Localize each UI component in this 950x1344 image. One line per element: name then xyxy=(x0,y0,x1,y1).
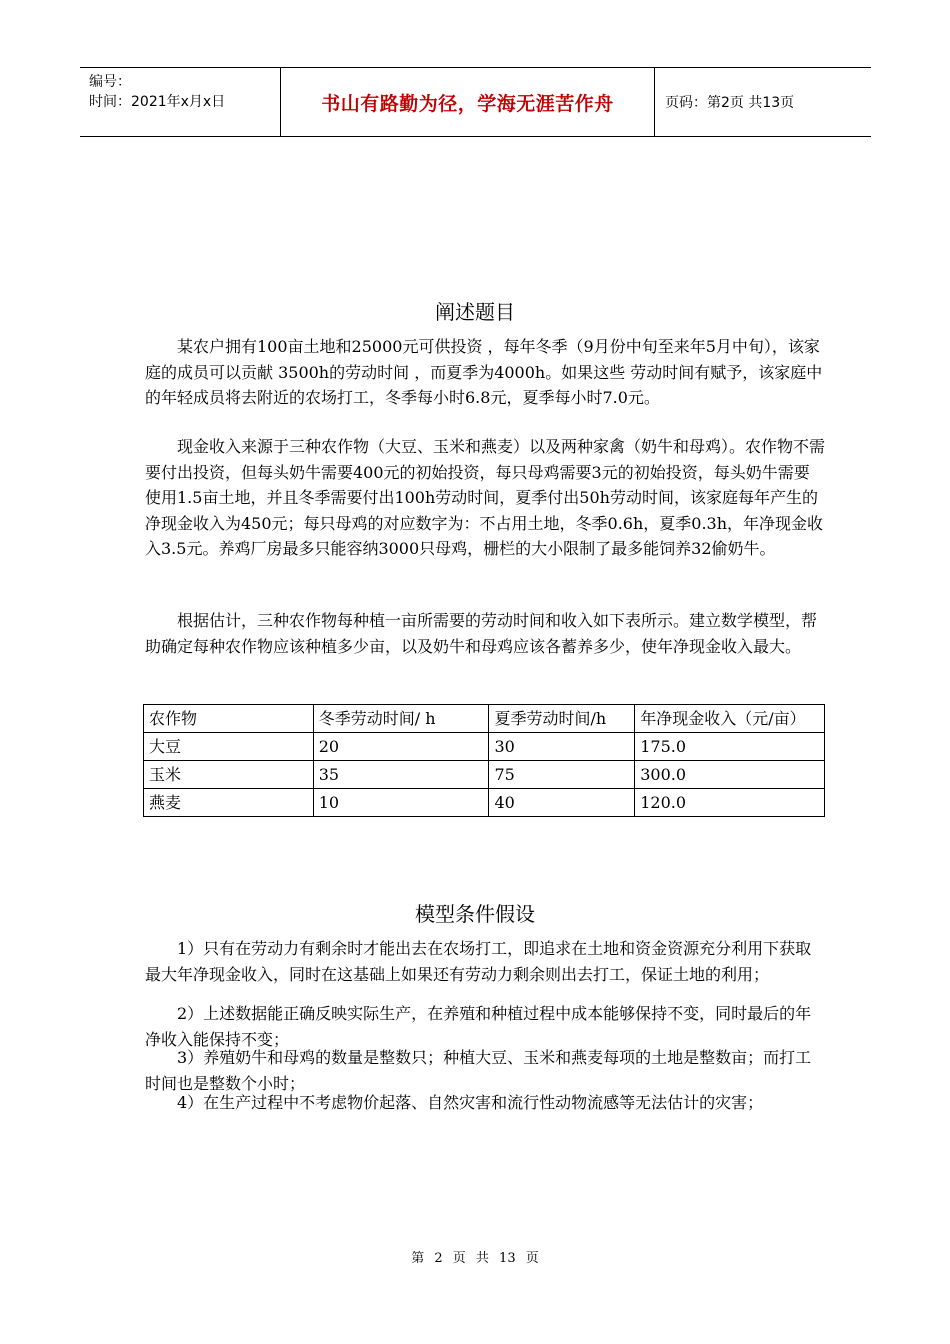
table-row xyxy=(144,733,825,761)
paragraph-3: 根据估计，三种农作物每种植一亩所需要的劳动时间和收入如下表所示。建立数学模型，帮助确定每种农作物应该种植多少亩，以及奶牛和母鸡应该各蓄养多少，使年净现金收入最大。 xyxy=(145,611,818,656)
header-cell-winter: 冬季劳动时间/ h xyxy=(313,705,489,733)
table-cell: 30 xyxy=(489,733,635,761)
table-header-row xyxy=(144,705,825,733)
table-cell: 300.0 xyxy=(635,761,825,789)
paragraph-1: 某农户拥有100亩土地和25000元可供投资 ，每年冬季（9月份中旬至来年5月中旬），该家庭的成员可以贡献 3500h的劳动时间 ，而夏季为4000h。如果这些 劳动时间有赋予，该家庭中 的年轻成员将去附近的农场打工，冬季每小时6.8元，夏季每小时7.0元。 xyxy=(145,337,823,407)
assumption-3: 3）养殖奶牛和母鸡的数量是整数只；种植大豆、玉米和燕麦每项的土地是整数亩；而打工时间也是整数个小时； xyxy=(145,1048,812,1093)
table-cell: 10 xyxy=(313,789,489,817)
header-cell-income: 年净现金收入（元/亩） xyxy=(635,705,825,733)
assumption-title: 模型条件假设 xyxy=(415,902,535,926)
table-cell: 玉米 xyxy=(144,761,314,789)
assumption-2: 2）上述数据能正确反映实际生产，在养殖和种植过程中成本能够保持不变，同时最后的年净收入能保持不变； xyxy=(145,1004,812,1049)
header-meta xyxy=(80,68,281,136)
table-cell: 175.0 xyxy=(635,733,825,761)
table-cell: 大豆 xyxy=(144,733,314,761)
table-cell: 75 xyxy=(489,761,635,789)
header-page-info-cell xyxy=(655,68,871,136)
table-row xyxy=(144,789,825,817)
header-cell-crop: 农作物 xyxy=(144,705,314,733)
header-motto-cell xyxy=(281,68,655,136)
paragraph-2: 现金收入来源于三种农作物（大豆、玉米和燕麦）以及两种家禽（奶牛和母鸡）。农作物不需要付出投资，但每头奶牛需要400元的初始投资，每只母鸡需要3元的初始投资，每头奶牛需要使用1.5亩土地，并且冬季需要付出100h劳动时间，夏季付出50h劳动时间，该家庭每年产生的净现金收入为450元；每只母鸡的对应数字为：不占用土地，冬季0.6h，夏季0.3h，年净现金收入3.5元。养鸡厂房最多只能容纳3000只母鸡，栅栏的大小限制了最多能饲养32偷奶牛。 xyxy=(145,437,826,558)
table-cell: 20 xyxy=(313,733,489,761)
page-header xyxy=(80,67,871,137)
header-cell-summer: 夏季劳动时间/h xyxy=(489,705,635,733)
table-cell: 燕麦 xyxy=(144,789,314,817)
table-cell: 40 xyxy=(489,789,635,817)
table-cell: 120.0 xyxy=(635,789,825,817)
page-info: 页码：第2页 共13页 xyxy=(665,95,795,111)
assumption-1: 1）只有在劳动力有剩余时才能出去在农场打工，即追求在土地和资金资源充分利用下获取最大年净现金收入，同时在这基础上如果还有劳动力剩余则出去打工，保证土地的利用； xyxy=(145,939,812,984)
motto: 书山有路勤为径，学海无涯苦作舟 xyxy=(321,92,614,115)
table-cell: 35 xyxy=(313,761,489,789)
crop-table xyxy=(143,704,825,817)
date-line: 时间：2021年x月x日 xyxy=(89,94,226,110)
problem-title: 阐述题目 xyxy=(435,300,515,324)
table-row xyxy=(144,761,825,789)
page-footer: 第 2 页 共 13 页 xyxy=(411,1251,539,1266)
number-label: 编号： xyxy=(89,74,131,90)
assumption-4: 4）在生产过程中不考虑物价起落、自然灾害和流行性动物流感等无法估计的灾害； xyxy=(177,1093,764,1112)
